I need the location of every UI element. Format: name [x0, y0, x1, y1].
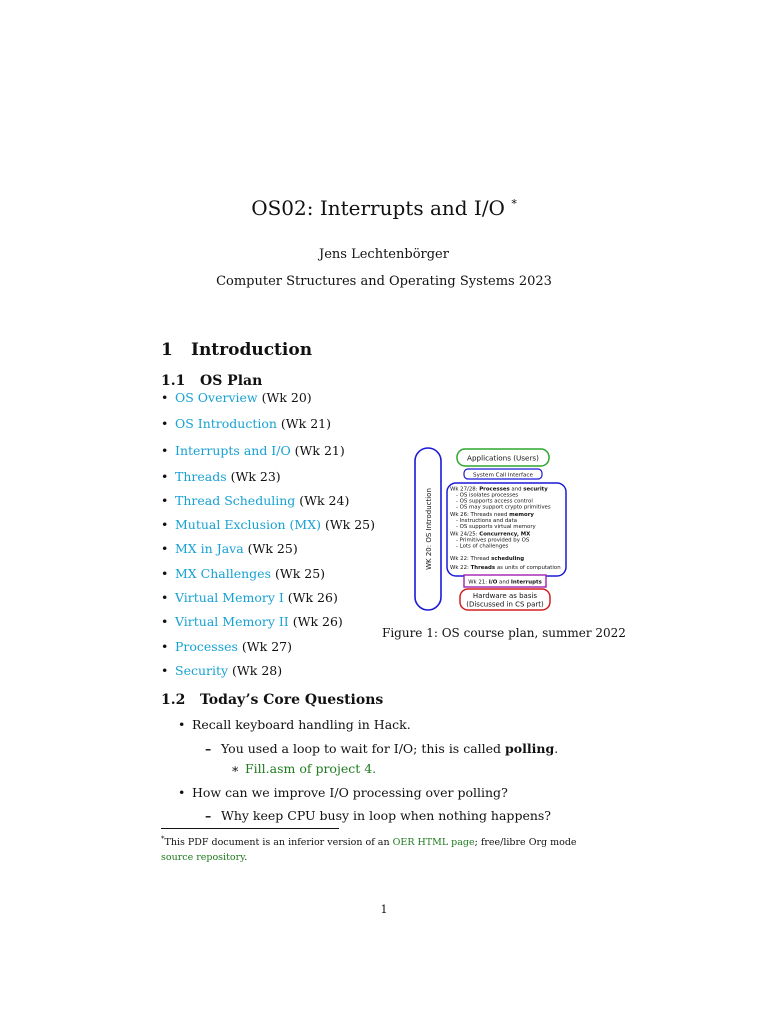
list-item: • Threads (Wk 23) — [175, 469, 281, 484]
os-line: - Instructions and data — [456, 518, 518, 524]
os-line: Wk 22: Threads as units of computation — [450, 565, 561, 571]
os-line: - OS supports access control — [456, 498, 533, 505]
os-line: Wk 24/25: Concurrency, MX — [450, 531, 531, 538]
footnote-rule — [161, 828, 339, 829]
link-security[interactable]: Security — [175, 663, 229, 678]
os-line: - Primitives provided by OS — [456, 537, 530, 544]
list-item: • How can we improve I/O processing over polling? — [178, 785, 508, 800]
link-virtual-memory-1[interactable]: Virtual Memory I — [175, 590, 284, 605]
os-line: - OS may support crypto primitives — [456, 504, 551, 511]
page-title: OS02: Interrupts and I/O * — [251, 196, 517, 220]
list-item: • Security (Wk 28) — [175, 663, 282, 678]
list-item: • Thread Scheduling (Wk 24) — [175, 493, 349, 508]
list-item: • Processes (Wk 27) — [175, 639, 292, 654]
link-source-repository[interactable]: source repository — [161, 852, 245, 864]
figure-caption: Figure 1: OS course plan, summer 2022 — [382, 626, 626, 640]
list-item: • Interrupts and I/O (Wk 21) — [175, 443, 345, 458]
applications-label: Applications (Users) — [467, 453, 539, 463]
link-fill-asm[interactable]: Fill.asm of project 4. — [245, 761, 377, 776]
link-mx-in-java[interactable]: MX in Java — [175, 541, 244, 556]
os-line: Wk 22: Thread scheduling — [450, 556, 525, 562]
hardware-note: (Discussed in CS part) — [466, 600, 544, 609]
link-mutual-exclusion[interactable]: Mutual Exclusion (MX) — [175, 517, 321, 532]
side-label: WK 20: OS Introduction — [425, 488, 433, 570]
io-interrupts-label: Wk 21: I/O and Interrupts — [468, 579, 542, 586]
link-os-introduction[interactable]: OS Introduction — [175, 416, 277, 431]
link-interrupts-io[interactable]: Interrupts and I/O — [175, 443, 291, 458]
syscall-label: System Call Interface — [473, 472, 533, 479]
footnote: *This PDF document is an inferior version of an OER HTML page; free/libre Org mode source repository. — [161, 835, 577, 864]
list-item: ∗ Fill.asm of project 4. — [231, 761, 377, 776]
page-number: 1 — [380, 903, 388, 916]
list-item: • Virtual Memory I (Wk 26) — [175, 590, 338, 605]
course-name: Computer Structures and Operating Systems 2023 — [216, 274, 552, 289]
list-item: • OS Overview (Wk 20) — [175, 390, 312, 405]
link-mx-challenges[interactable]: MX Challenges — [175, 566, 271, 581]
link-virtual-memory-2[interactable]: Virtual Memory II — [175, 614, 289, 629]
list-item: • Virtual Memory II (Wk 26) — [175, 614, 343, 629]
list-item: – You used a loop to wait for I/O; this is called polling. — [205, 741, 559, 756]
os-line: - Lots of challenges — [456, 543, 509, 550]
os-course-plan-figure — [410, 446, 580, 614]
hardware-label: Hardware as basis — [472, 592, 538, 600]
list-item: • Mutual Exclusion (MX) (Wk 25) — [175, 517, 375, 532]
list-item: • OS Introduction (Wk 21) — [175, 416, 331, 431]
section-heading-introduction: 1 Introduction — [161, 340, 313, 360]
os-line: Wk 27/28: Processes and security — [450, 486, 548, 493]
list-item: • MX in Java (Wk 25) — [175, 541, 298, 556]
author: Jens Lechtenbörger — [319, 247, 449, 262]
link-processes[interactable]: Processes — [175, 639, 238, 654]
subsection-heading-os-plan: 1.1 OS Plan — [161, 373, 263, 389]
subsection-heading-core-questions: 1.2 Today’s Core Questions — [161, 692, 384, 708]
os-line: Wk 26: Threads need memory — [450, 512, 534, 518]
list-item: – Why keep CPU busy in loop when nothing happens? — [205, 808, 552, 823]
list-item: • Recall keyboard handling in Hack. — [178, 717, 411, 732]
list-item: • MX Challenges (Wk 25) — [175, 566, 325, 581]
os-line: - OS supports virtual memory — [456, 524, 536, 530]
link-thread-scheduling[interactable]: Thread Scheduling — [175, 493, 296, 508]
link-oer-html-page[interactable]: OER HTML page — [392, 837, 475, 849]
os-line: - OS isolates processes — [456, 492, 519, 499]
link-os-overview[interactable]: OS Overview — [175, 390, 258, 405]
link-threads[interactable]: Threads — [175, 469, 227, 484]
